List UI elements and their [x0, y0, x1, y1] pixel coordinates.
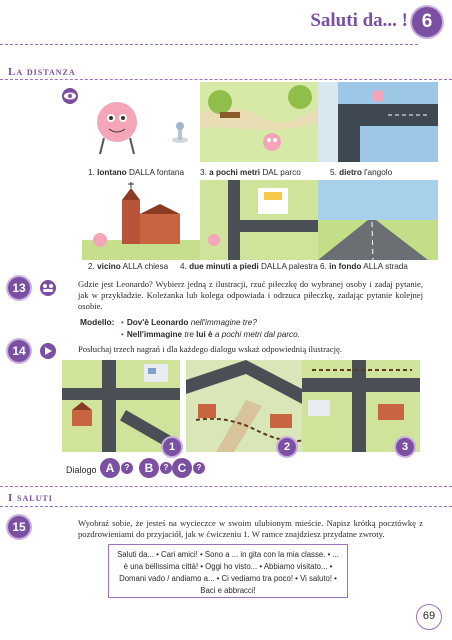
section-divider	[0, 79, 452, 80]
caption-4: 4. due minuti a piedi DALLA palestra	[180, 262, 318, 271]
dialog-b-badge: B	[139, 458, 159, 478]
illustration-vicino	[82, 180, 202, 260]
dialog-b-answer[interactable]: ?	[160, 462, 172, 474]
exercise-14-instructions: Posłuchaj trzech nagrań i dla każdego dialogu wskaż odpowiednią ilustrację.	[78, 344, 342, 354]
group-icon	[40, 280, 56, 296]
caption-3: 3. a pochi metri DAL parco	[200, 168, 301, 177]
model-answer: • Nell'immagine tre lui è a pochi metri dal parco.	[121, 330, 300, 339]
map-3-label: 3	[396, 438, 414, 456]
page-number: 69	[416, 604, 442, 630]
unit-badge: 6	[412, 7, 442, 37]
exercise-15-instructions: Wyobraź sobie, że jesteś na wycieczce w swoim ulubionym mieście. Napisz krótką pocztówkę z pozdrowieniami do przyjaciół, jak w ćwiczeniu 1. W ramce znajdziesz przydatne zwroty.	[78, 518, 423, 540]
exercise-13-number: 13	[8, 277, 30, 299]
caption-2: 2. vicino ALLA chiesa	[88, 262, 169, 271]
section-divider-2	[0, 486, 452, 487]
dialog-a-badge: A	[100, 458, 120, 478]
section-title-distanza: La distanza	[8, 66, 76, 78]
header-divider	[0, 44, 418, 45]
eye-icon	[62, 88, 78, 104]
illustration-a-pochi-metri	[200, 82, 320, 162]
section-divider-3	[0, 506, 452, 507]
map-1-label: 1	[163, 438, 181, 456]
exercise-14-number: 14	[8, 340, 30, 362]
model-question: • Dov'è Leonardo nell'immagine tre?	[121, 318, 257, 327]
illustration-lontano	[82, 82, 202, 162]
dialog-c-answer[interactable]: ?	[193, 462, 205, 474]
map-2-label: 2	[278, 438, 296, 456]
caption-5: 5. dietro l'angolo	[330, 168, 393, 177]
section-title-saluti: I saluti	[8, 492, 53, 504]
exercise-13-instructions: Gdzie jest Leonardo? Wybierz jedną z ilustracji, rzuć piłeczkę do wybranej osoby i zadaj pytanie, jak w przykładzie. Koleżanka lub kolega odpowiada i odrzuca piłeczkę, zadając pytanie kolejnej osobie.	[78, 279, 423, 312]
illustration-dietro	[318, 82, 438, 162]
dialog-a-answer[interactable]: ?	[121, 462, 133, 474]
illustration-due-minuti	[200, 180, 320, 260]
modello-label: Modello:	[80, 317, 115, 327]
dialog-c-badge: C	[172, 458, 192, 478]
useful-phrases-box: Saluti da... • Cari amici! • Sono a ... in gita con la mia classe. • ... è una bellissima città! • Oggi ho visto... • Abbiamo visitato... • Domani vado / andiamo a... • Ci vediamo tra poco! • Vi saluto! • Baci e abbracci!	[108, 544, 348, 598]
caption-1: 1. lontano DALLA fontana	[88, 168, 185, 177]
dialogo-label: Dialogo	[66, 465, 97, 475]
page-title: Saluti da... !	[310, 10, 408, 31]
illustration-in-fondo	[318, 180, 438, 260]
audio-icon	[40, 343, 56, 359]
exercise-15-number: 15	[8, 516, 30, 538]
map-1	[62, 360, 180, 452]
caption-6: 6. in fondo ALLA strada	[320, 262, 408, 271]
